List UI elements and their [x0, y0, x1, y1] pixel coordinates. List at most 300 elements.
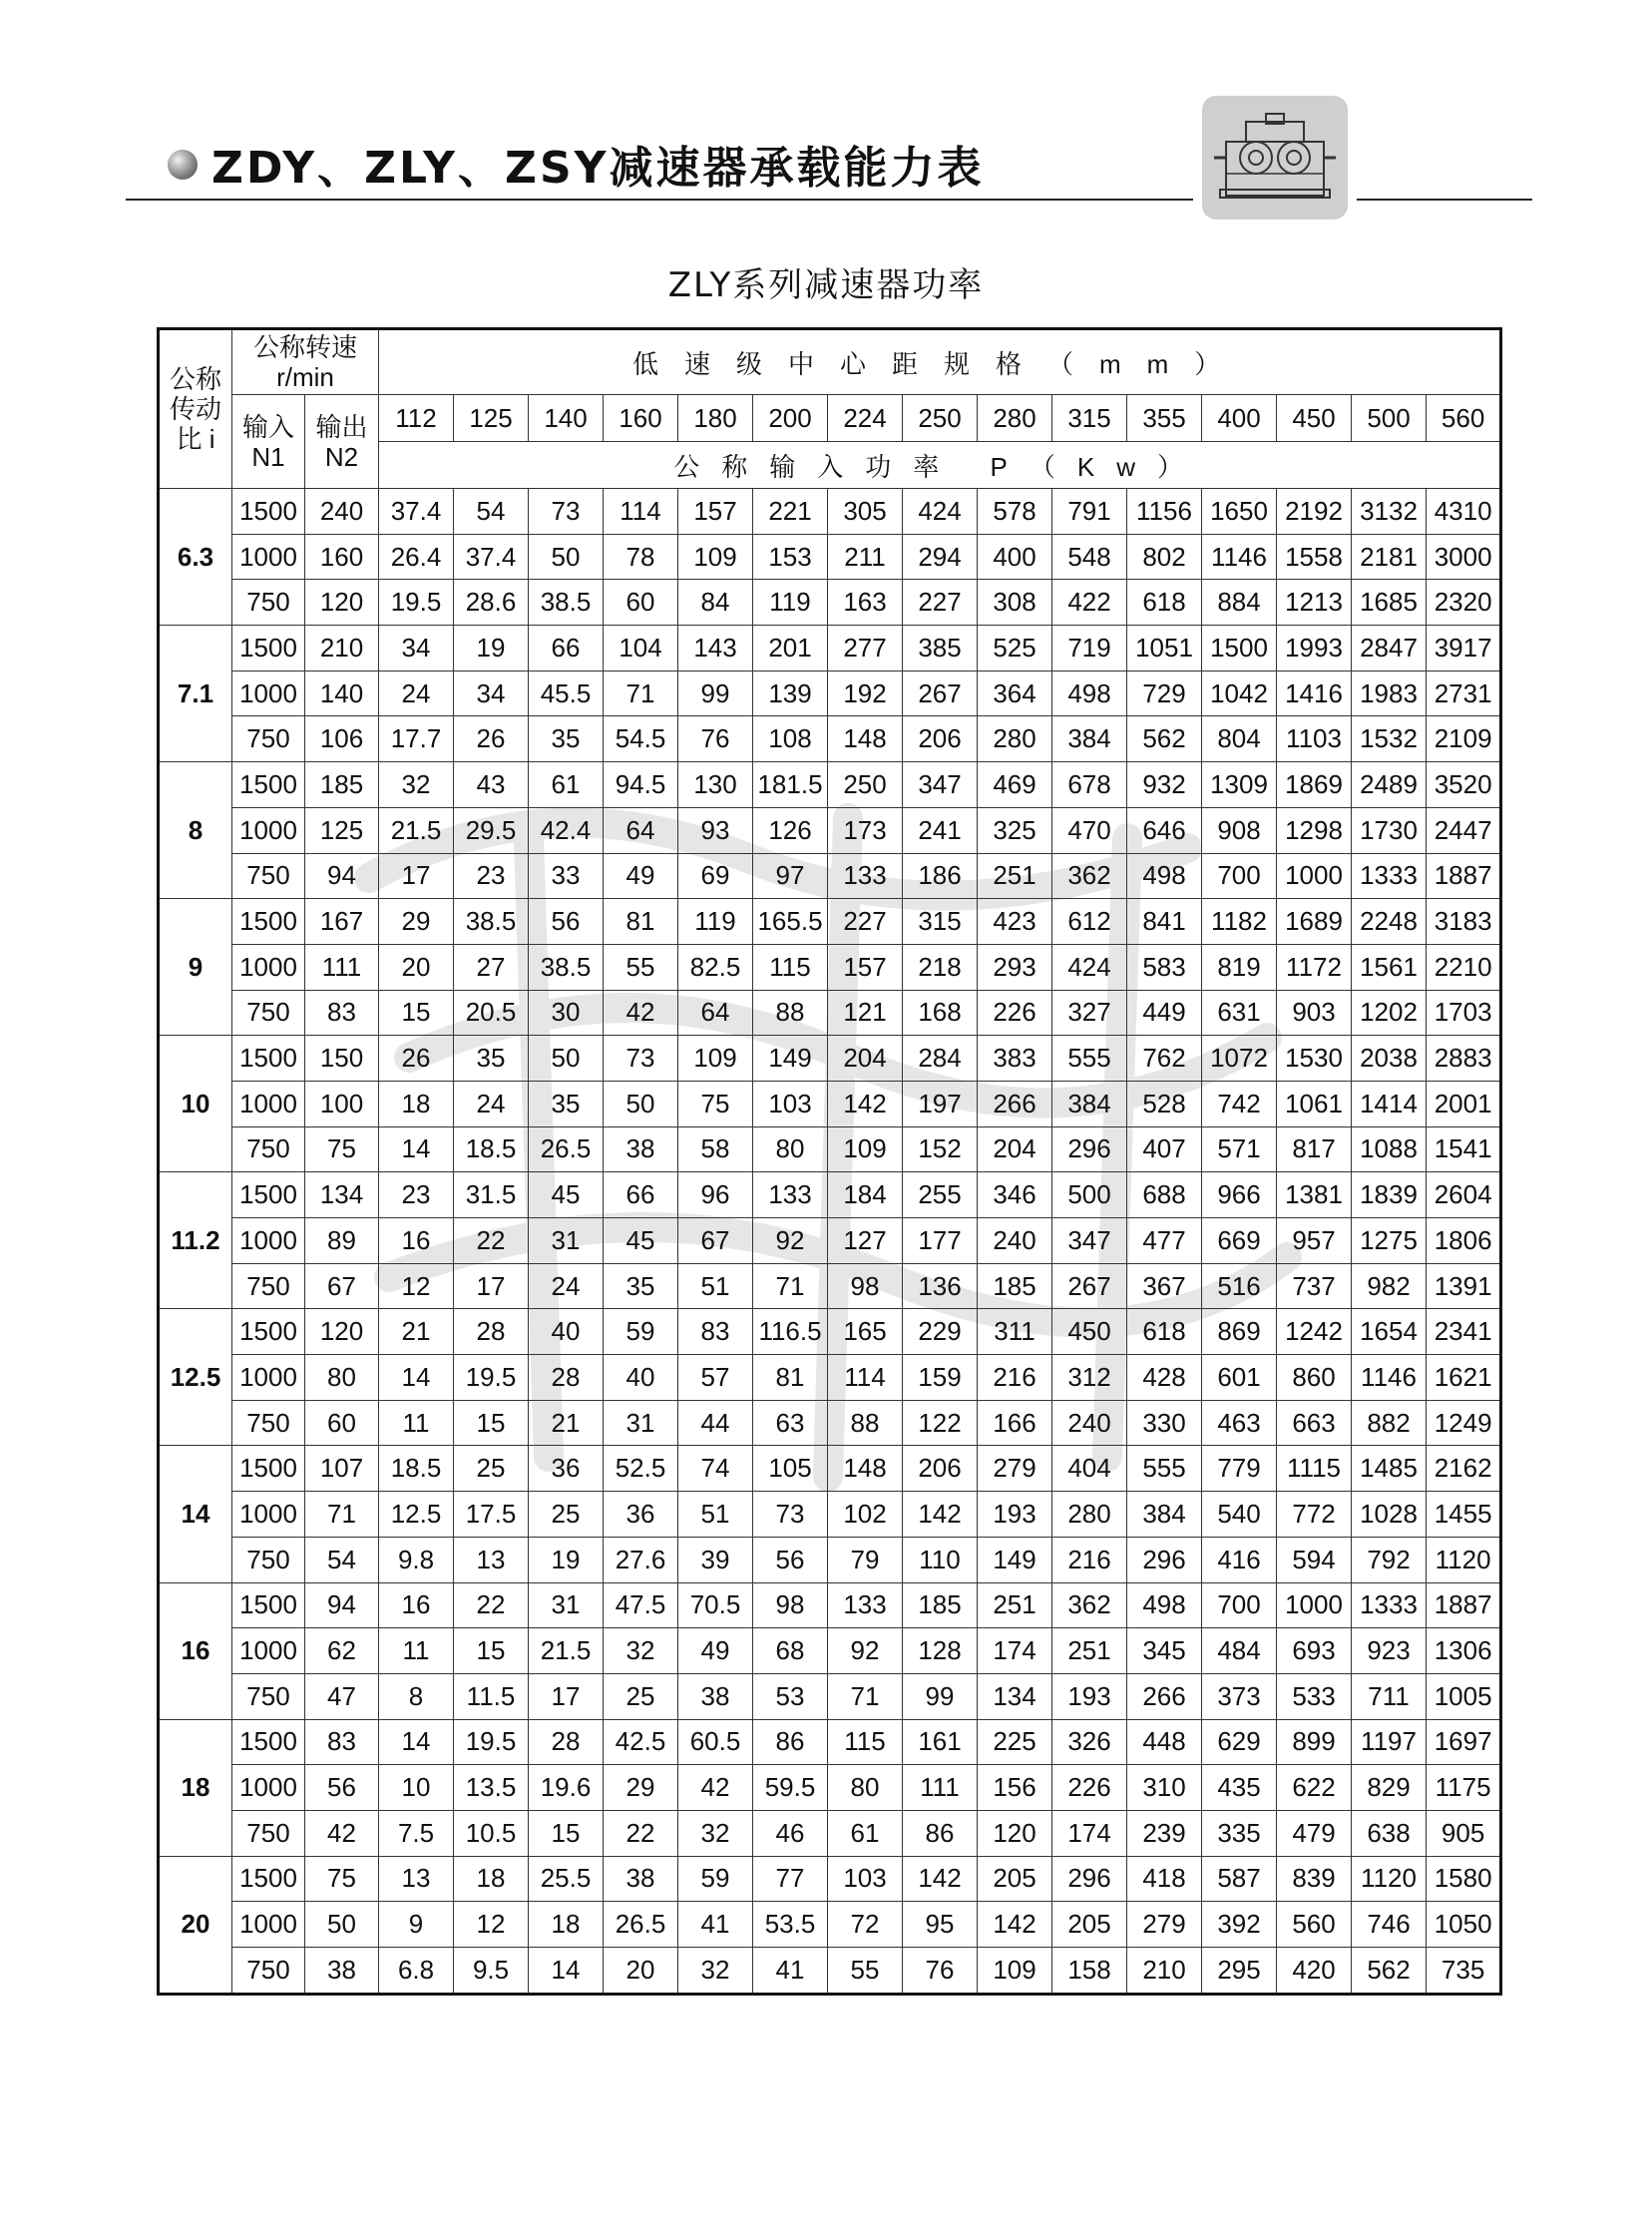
center-distance-header — [379, 329, 1501, 395]
power-value-cell: 88 — [828, 1400, 903, 1446]
power-value-cell: 500 — [1052, 1172, 1127, 1218]
power-value-cell: 583 — [1127, 944, 1202, 990]
power-value-cell: 241 — [903, 807, 978, 853]
power-value-cell: 267 — [903, 671, 978, 716]
power-value-cell: 392 — [1202, 1902, 1277, 1948]
power-value-cell: 115 — [753, 944, 828, 990]
power-value-cell: 266 — [978, 1081, 1052, 1126]
power-value-cell: 211 — [828, 534, 903, 580]
power-value-cell: 28.6 — [454, 580, 529, 626]
power-value-cell: 2192 — [1277, 489, 1352, 535]
power-value-cell: 772 — [1277, 1492, 1352, 1538]
power-value-cell: 9.5 — [454, 1948, 529, 1995]
power-value-cell: 40 — [529, 1309, 604, 1355]
power-value-cell: 601 — [1202, 1355, 1277, 1401]
power-value-cell: 92 — [753, 1218, 828, 1264]
power-value-cell: 477 — [1127, 1218, 1202, 1264]
size-header-500: 500 — [1352, 395, 1427, 442]
power-value-cell: 839 — [1277, 1856, 1352, 1902]
power-value-cell: 15 — [454, 1628, 529, 1674]
power-value-cell: 29 — [379, 899, 454, 945]
power-value-cell: 226 — [1052, 1765, 1127, 1811]
power-value-cell: 449 — [1127, 990, 1202, 1036]
table-row — [159, 1537, 1501, 1582]
input-speed-header — [232, 395, 305, 489]
power-value-cell: 88 — [753, 990, 828, 1036]
power-value-cell: 310 — [1127, 1765, 1202, 1811]
power-value-cell: 16 — [379, 1582, 454, 1628]
table-row — [159, 1856, 1501, 1902]
power-value-cell: 35 — [604, 1263, 678, 1309]
power-value-cell: 73 — [753, 1492, 828, 1538]
power-value-cell: 330 — [1127, 1400, 1202, 1446]
power-value-cell: 618 — [1127, 1309, 1202, 1355]
power-value-cell: 25 — [604, 1673, 678, 1719]
power-value-cell: 23 — [379, 1172, 454, 1218]
power-value-cell: 15 — [454, 1400, 529, 1446]
power-value-cell: 119 — [678, 899, 753, 945]
power-value-cell: 418 — [1127, 1856, 1202, 1902]
power-value-cell: 13.5 — [454, 1765, 529, 1811]
power-value-cell: 1806 — [1427, 1218, 1501, 1264]
power-value-cell: 42.4 — [529, 807, 604, 853]
power-value-cell: 98 — [753, 1582, 828, 1628]
input-speed-cell: 1500 — [232, 626, 305, 672]
power-value-cell: 59 — [678, 1856, 753, 1902]
power-value-cell: 54.5 — [604, 716, 678, 762]
power-value-cell: 373 — [1202, 1673, 1277, 1719]
power-value-cell: 35 — [529, 1081, 604, 1126]
power-value-cell: 841 — [1127, 899, 1202, 945]
input-speed-cell: 750 — [232, 853, 305, 899]
table-row — [159, 1765, 1501, 1811]
power-value-cell: 267 — [1052, 1263, 1127, 1309]
power-value-cell: 41 — [753, 1948, 828, 1995]
power-value-cell: 59.5 — [753, 1765, 828, 1811]
speed-header-line-2: r/min — [276, 362, 334, 392]
power-value-cell: 19.5 — [454, 1719, 529, 1765]
power-value-cell: 34 — [379, 626, 454, 672]
power-value-cell: 55 — [604, 944, 678, 990]
power-value-cell: 327 — [1052, 990, 1127, 1036]
power-value-cell: 829 — [1352, 1765, 1427, 1811]
power-value-cell: 38.5 — [529, 944, 604, 990]
power-value-cell: 10 — [379, 1765, 454, 1811]
output-speed-cell: 38 — [305, 1948, 379, 1995]
output-speed-cell: 54 — [305, 1537, 379, 1582]
power-value-cell: 18.5 — [379, 1446, 454, 1492]
power-value-cell: 305 — [828, 489, 903, 535]
output-speed-cell: 62 — [305, 1628, 379, 1674]
power-value-cell: 84 — [678, 580, 753, 626]
power-value-cell: 335 — [1202, 1810, 1277, 1856]
table-row — [159, 1355, 1501, 1401]
power-value-cell: 14 — [529, 1948, 604, 1995]
input-speed-cell: 750 — [232, 580, 305, 626]
power-value-cell: 638 — [1352, 1810, 1427, 1856]
power-value-cell: 28 — [454, 1309, 529, 1355]
power-value-cell: 13 — [454, 1537, 529, 1582]
power-value-cell: 1028 — [1352, 1492, 1427, 1538]
power-value-cell: 52.5 — [604, 1446, 678, 1492]
power-value-cell: 185 — [903, 1582, 978, 1628]
power-value-cell: 16 — [379, 1218, 454, 1264]
power-value-cell: 1485 — [1352, 1446, 1427, 1492]
power-value-cell: 1051 — [1127, 626, 1202, 672]
power-value-cell: 73 — [529, 489, 604, 535]
power-value-cell: 36 — [529, 1446, 604, 1492]
ratio-header-line-2: 传动 — [169, 394, 221, 424]
power-value-cell: 498 — [1127, 853, 1202, 899]
input-speed-cell: 750 — [232, 1948, 305, 1995]
power-value-cell: 14 — [379, 1355, 454, 1401]
power-value-cell: 469 — [978, 762, 1052, 808]
power-value-cell: 1500 — [1202, 626, 1277, 672]
power-value-cell: 2210 — [1427, 944, 1501, 990]
power-value-cell: 42 — [604, 990, 678, 1036]
power-value-cell: 326 — [1052, 1719, 1127, 1765]
power-value-cell: 103 — [828, 1856, 903, 1902]
power-value-cell: 192 — [828, 671, 903, 716]
output-speed-cell: 67 — [305, 1263, 379, 1309]
power-value-cell: 15 — [379, 990, 454, 1036]
power-value-cell: 869 — [1202, 1309, 1277, 1355]
power-value-cell: 884 — [1202, 580, 1277, 626]
power-value-cell: 46 — [753, 1810, 828, 1856]
power-value-cell: 479 — [1277, 1810, 1352, 1856]
power-value-cell: 36 — [604, 1492, 678, 1538]
power-value-cell: 629 — [1202, 1719, 1277, 1765]
power-value-cell: 204 — [978, 1126, 1052, 1172]
power-value-cell: 27.6 — [604, 1537, 678, 1582]
power-value-cell: 210 — [1127, 1948, 1202, 1995]
power-value-cell: 966 — [1202, 1172, 1277, 1218]
power-value-cell: 20 — [379, 944, 454, 990]
power-value-cell: 735 — [1427, 1948, 1501, 1995]
output-speed-cell: 75 — [305, 1126, 379, 1172]
power-value-cell: 114 — [604, 489, 678, 535]
power-value-cell: 227 — [828, 899, 903, 945]
power-value-cell: 26.4 — [379, 534, 454, 580]
power-value-cell: 1000 — [1277, 1582, 1352, 1628]
power-value-cell: 1249 — [1427, 1400, 1501, 1446]
table-row — [159, 807, 1501, 853]
ratio-cell: 8 — [159, 762, 232, 899]
power-value-cell: 185 — [978, 1263, 1052, 1309]
power-value-cell: 1532 — [1352, 716, 1427, 762]
power-value-cell: 122 — [903, 1400, 978, 1446]
power-value-cell: 422 — [1052, 580, 1127, 626]
header-rule-left — [126, 199, 1193, 201]
power-value-cell: 59 — [604, 1309, 678, 1355]
power-value-cell: 205 — [1052, 1902, 1127, 1948]
input-speed-cell: 750 — [232, 1263, 305, 1309]
power-value-cell: 819 — [1202, 944, 1277, 990]
power-value-cell: 384 — [1052, 716, 1127, 762]
output-speed-cell: 125 — [305, 807, 379, 853]
power-value-cell: 384 — [1052, 1081, 1127, 1126]
power-value-cell: 116.5 — [753, 1309, 828, 1355]
power-value-cell: 79 — [828, 1537, 903, 1582]
power-value-cell: 50 — [529, 534, 604, 580]
table-row — [159, 762, 1501, 808]
power-value-cell: 1000 — [1277, 853, 1352, 899]
table-row — [159, 1902, 1501, 1948]
output-speed-cell: 94 — [305, 1582, 379, 1628]
power-value-cell: 130 — [678, 762, 753, 808]
output-speed-cell: 167 — [305, 899, 379, 945]
power-value-cell: 173 — [828, 807, 903, 853]
power-value-cell: 28 — [529, 1719, 604, 1765]
table-row — [159, 1446, 1501, 1492]
power-value-cell: 229 — [903, 1309, 978, 1355]
power-value-cell: 51 — [678, 1492, 753, 1538]
power-value-cell: 21 — [529, 1400, 604, 1446]
power-value-cell: 525 — [978, 626, 1052, 672]
power-value-cell: 367 — [1127, 1263, 1202, 1309]
output-speed-cell: 94 — [305, 853, 379, 899]
power-value-cell: 60.5 — [678, 1719, 753, 1765]
power-value-cell: 157 — [828, 944, 903, 990]
power-value-cell: 1530 — [1277, 1036, 1352, 1082]
output-speed-cell: 210 — [305, 626, 379, 672]
output-speed-cell: 60 — [305, 1400, 379, 1446]
table-title: ZLY系列减速器功率 — [667, 265, 985, 305]
power-value-cell: 2731 — [1427, 671, 1501, 716]
power-value-cell: 279 — [978, 1446, 1052, 1492]
power-value-cell: 932 — [1127, 762, 1202, 808]
power-value-cell: 1275 — [1352, 1218, 1427, 1264]
power-value-cell: 12.5 — [379, 1492, 454, 1538]
size-header-560: 560 — [1427, 395, 1501, 442]
power-value-cell: 37.4 — [379, 489, 454, 535]
power-value-cell: 1072 — [1202, 1036, 1277, 1082]
power-value-cell: 29 — [604, 1765, 678, 1811]
power-value-cell: 1580 — [1427, 1856, 1501, 1902]
power-value-cell: 216 — [1052, 1537, 1127, 1582]
power-value-cell: 669 — [1202, 1218, 1277, 1264]
power-value-cell: 646 — [1127, 807, 1202, 853]
power-value-cell: 61 — [828, 1810, 903, 1856]
power-value-cell: 96 — [678, 1172, 753, 1218]
power-value-cell: 424 — [903, 489, 978, 535]
power-value-cell: 448 — [1127, 1719, 1202, 1765]
power-value-cell: 11.5 — [454, 1673, 529, 1719]
power-value-cell: 99 — [903, 1673, 978, 1719]
power-value-cell: 528 — [1127, 1081, 1202, 1126]
power-value-cell: 791 — [1052, 489, 1127, 535]
power-value-cell: 71 — [753, 1263, 828, 1309]
power-value-cell: 69 — [678, 853, 753, 899]
output-speed-cell: 83 — [305, 990, 379, 1036]
power-value-cell: 2847 — [1352, 626, 1427, 672]
power-value-cell: 533 — [1277, 1673, 1352, 1719]
power-value-cell: 24 — [379, 671, 454, 716]
power-value-cell: 17 — [454, 1263, 529, 1309]
power-value-cell: 148 — [828, 716, 903, 762]
power-value-cell: 204 — [828, 1036, 903, 1082]
input-speed-cell: 1000 — [232, 1765, 305, 1811]
power-value-cell: 4310 — [1427, 489, 1501, 535]
power-value-cell: 1416 — [1277, 671, 1352, 716]
power-value-cell: 38 — [604, 1126, 678, 1172]
power-value-cell: 1685 — [1352, 580, 1427, 626]
input-speed-cell: 750 — [232, 1673, 305, 1719]
power-value-cell: 142 — [978, 1902, 1052, 1948]
ratio-cell: 14 — [159, 1446, 232, 1582]
output-speed-cell: 50 — [305, 1902, 379, 1948]
power-value-cell: 1541 — [1427, 1126, 1501, 1172]
speed-header — [232, 329, 379, 395]
power-value-cell: 80 — [828, 1765, 903, 1811]
input-speed-cell: 750 — [232, 1537, 305, 1582]
power-value-cell: 1120 — [1427, 1537, 1501, 1582]
power-value-cell: 1887 — [1427, 1582, 1501, 1628]
power-value-cell: 2447 — [1427, 807, 1501, 853]
power-value-cell: 9.8 — [379, 1537, 454, 1582]
power-table — [157, 327, 1502, 1996]
input-speed-cell: 1000 — [232, 671, 305, 716]
power-value-cell: 470 — [1052, 807, 1127, 853]
power-value-cell: 315 — [903, 899, 978, 945]
power-value-cell: 98 — [828, 1263, 903, 1309]
power-value-cell: 416 — [1202, 1537, 1277, 1582]
power-value-cell: 216 — [978, 1355, 1052, 1401]
power-value-cell: 21.5 — [529, 1628, 604, 1674]
power-value-cell: 64 — [678, 990, 753, 1036]
size-header-315: 315 — [1052, 395, 1127, 442]
power-value-cell: 158 — [1052, 1948, 1127, 1995]
power-value-cell: 498 — [1127, 1582, 1202, 1628]
power-value-cell: 905 — [1427, 1810, 1501, 1856]
output-speed-cell: 71 — [305, 1492, 379, 1538]
power-value-cell: 60 — [604, 580, 678, 626]
power-value-cell: 22 — [604, 1810, 678, 1856]
power-value-cell: 133 — [828, 1582, 903, 1628]
power-value-cell: 362 — [1052, 853, 1127, 899]
power-value-cell: 45 — [604, 1218, 678, 1264]
power-value-cell: 42.5 — [604, 1719, 678, 1765]
power-header — [379, 442, 1501, 489]
power-value-cell: 73 — [604, 1036, 678, 1082]
power-value-cell: 700 — [1202, 1582, 1277, 1628]
table-row — [159, 1172, 1501, 1218]
input-speed-cell: 1000 — [232, 1081, 305, 1126]
power-value-cell: 594 — [1277, 1537, 1352, 1582]
power-value-cell: 347 — [1052, 1218, 1127, 1264]
power-value-cell: 71 — [828, 1673, 903, 1719]
power-value-cell: 50 — [604, 1081, 678, 1126]
power-value-cell: 899 — [1277, 1719, 1352, 1765]
power-value-cell: 1120 — [1352, 1856, 1427, 1902]
output-speed-cell: 83 — [305, 1719, 379, 1765]
power-value-cell: 296 — [1052, 1126, 1127, 1172]
power-value-cell: 7.5 — [379, 1810, 454, 1856]
power-value-cell: 346 — [978, 1172, 1052, 1218]
power-value-cell: 174 — [978, 1628, 1052, 1674]
power-value-cell: 516 — [1202, 1263, 1277, 1309]
power-value-cell: 1983 — [1352, 671, 1427, 716]
table-row — [159, 1628, 1501, 1674]
power-value-cell: 108 — [753, 716, 828, 762]
power-value-cell: 280 — [1052, 1492, 1127, 1538]
size-header-400: 400 — [1202, 395, 1277, 442]
input-speed-cell: 1000 — [232, 1355, 305, 1401]
power-value-cell: 105 — [753, 1446, 828, 1492]
output-speed-cell: 56 — [305, 1765, 379, 1811]
power-value-cell: 18 — [379, 1081, 454, 1126]
power-value-cell: 64 — [604, 807, 678, 853]
power-value-cell: 75 — [678, 1081, 753, 1126]
power-value-cell: 1050 — [1427, 1902, 1501, 1948]
output-speed-cell: 106 — [305, 716, 379, 762]
output-speed-cell: 134 — [305, 1172, 379, 1218]
power-value-cell: 126 — [753, 807, 828, 853]
power-value-cell: 76 — [903, 1948, 978, 1995]
power-value-cell: 2162 — [1427, 1446, 1501, 1492]
power-value-cell: 957 — [1277, 1218, 1352, 1264]
ratio-cell: 6.3 — [159, 489, 232, 626]
power-value-cell: 157 — [678, 489, 753, 535]
output-speed-cell: 185 — [305, 762, 379, 808]
power-value-cell: 560 — [1277, 1902, 1352, 1948]
power-value-cell: 746 — [1352, 1902, 1427, 1948]
power-value-cell: 1197 — [1352, 1719, 1427, 1765]
power-value-cell: 1455 — [1427, 1492, 1501, 1538]
power-value-cell: 21.5 — [379, 807, 454, 853]
power-value-cell: 70.5 — [678, 1582, 753, 1628]
power-value-cell: 133 — [753, 1172, 828, 1218]
power-value-cell: 280 — [978, 716, 1052, 762]
input-speed-cell: 1500 — [232, 489, 305, 535]
power-value-cell: 1242 — [1277, 1309, 1352, 1355]
power-value-cell: 982 — [1352, 1263, 1427, 1309]
size-header-280: 280 — [978, 395, 1052, 442]
size-header-180: 180 — [678, 395, 753, 442]
power-value-cell: 120 — [978, 1810, 1052, 1856]
output-speed-cell: 120 — [305, 1309, 379, 1355]
power-value-cell: 66 — [529, 626, 604, 672]
speed-header-line-1: 公称转速 — [253, 332, 358, 362]
power-value-cell: 225 — [978, 1719, 1052, 1765]
power-value-cell: 3000 — [1427, 534, 1501, 580]
bullet-icon — [168, 150, 198, 180]
power-value-cell: 1146 — [1352, 1355, 1427, 1401]
power-value-cell: 239 — [1127, 1810, 1202, 1856]
power-value-cell: 161 — [903, 1719, 978, 1765]
power-value-cell: 47.5 — [604, 1582, 678, 1628]
power-value-cell: 165.5 — [753, 899, 828, 945]
output-speed-cell: 107 — [305, 1446, 379, 1492]
power-value-cell: 221 — [753, 489, 828, 535]
power-value-cell: 17.5 — [454, 1492, 529, 1538]
input-speed-cell: 1500 — [232, 762, 305, 808]
power-value-cell: 555 — [1052, 1036, 1127, 1082]
power-value-cell: 435 — [1202, 1765, 1277, 1811]
power-value-cell: 174 — [1052, 1810, 1127, 1856]
power-value-cell: 77 — [753, 1856, 828, 1902]
power-value-cell: 420 — [1277, 1948, 1352, 1995]
table-row — [159, 1309, 1501, 1355]
power-value-cell: 3132 — [1352, 489, 1427, 535]
power-value-cell: 72 — [828, 1902, 903, 1948]
power-value-cell: 578 — [978, 489, 1052, 535]
power-value-cell: 57 — [678, 1355, 753, 1401]
power-value-cell: 32 — [678, 1948, 753, 1995]
table-row — [159, 716, 1501, 762]
input-speed-cell: 1000 — [232, 534, 305, 580]
power-value-cell: 26 — [454, 716, 529, 762]
